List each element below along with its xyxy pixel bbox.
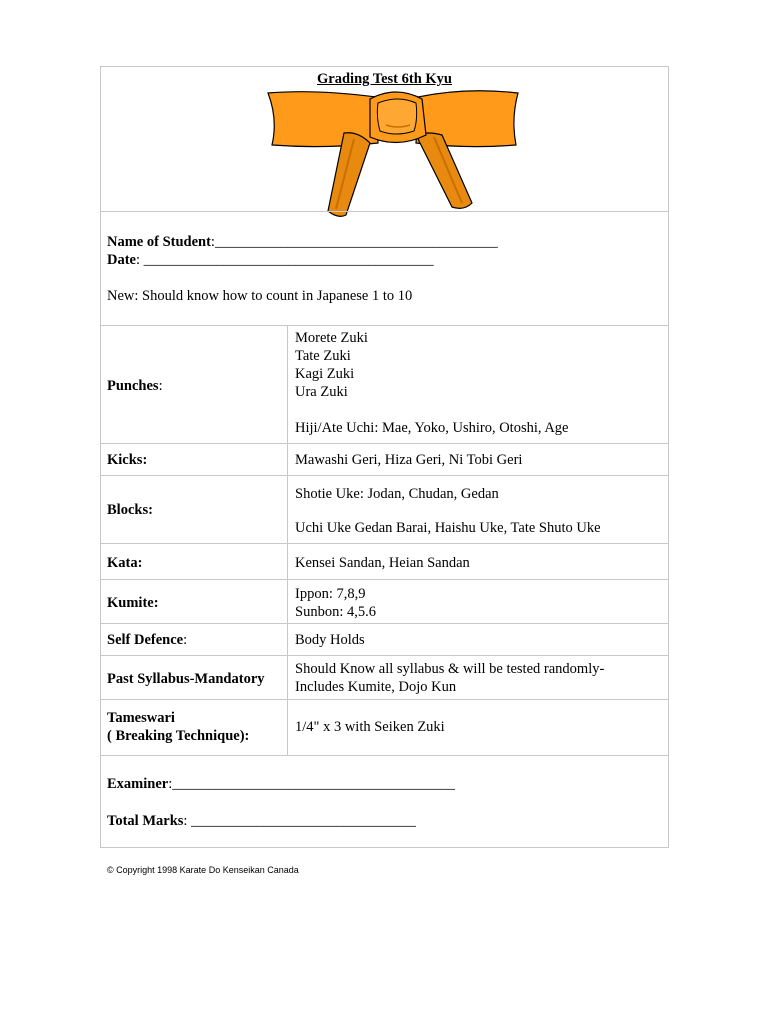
- kumite-label: Kumite:: [107, 595, 159, 611]
- examiner-colon: :: [168, 776, 173, 792]
- student-name-label: Name of Student: [107, 234, 211, 250]
- divider: [101, 475, 668, 476]
- total-marks-colon: :: [183, 813, 192, 829]
- blocks-line-1: Shotie Uke: Jodan, Chudan, Gedan: [295, 486, 499, 502]
- breaking-technique-label: ( Breaking Technique):: [107, 728, 250, 744]
- divider: [101, 211, 668, 212]
- student-name-field[interactable]: _______________________________________: [214, 234, 498, 250]
- examiner-field[interactable]: _______________________________________: [172, 776, 455, 792]
- kicks-value: Mawashi Geri, Hiza Geri, Ni Tobi Geri: [295, 452, 523, 468]
- past-syllabus-label: Past Syllabus-Mandatory: [107, 671, 265, 687]
- grading-form: [100, 66, 669, 848]
- page-title: Grading Test 6th Kyu: [317, 71, 452, 87]
- counting-note: New: Should know how to count in Japanese 1 to 10: [107, 288, 413, 304]
- examiner-line: [107, 775, 455, 793]
- divider: [101, 699, 668, 700]
- self-defence-value: Body Holds: [295, 632, 365, 648]
- past-syllabus-line-2: Includes Kumite, Dojo Kun: [295, 679, 457, 695]
- total-marks-label: Total Marks: [107, 813, 184, 829]
- blocks-line-2: Uchi Uke Gedan Barai, Haishu Uke, Tate Shuto Uke: [295, 520, 601, 536]
- punches-colon: :: [158, 378, 163, 394]
- total-marks-line: [107, 812, 416, 830]
- column-divider: [287, 325, 288, 755]
- self-defence-colon: :: [183, 632, 188, 648]
- divider: [101, 579, 668, 580]
- self-defence-label: Self Defence: [107, 632, 184, 648]
- date-colon: :: [136, 252, 144, 268]
- kata-value: Kensei Sandan, Heian Sandan: [295, 555, 470, 571]
- blocks-label: Blocks:: [107, 502, 153, 518]
- kata-label: Kata:: [107, 555, 143, 571]
- kumite-line-1: Ippon: 7,8,9: [295, 586, 366, 602]
- kicks-label: Kicks:: [107, 452, 148, 468]
- kumite-line-2: Sunbon: 4,5.6: [295, 604, 376, 620]
- divider: [101, 443, 668, 444]
- student-name-line: [107, 233, 498, 251]
- divider: [101, 755, 668, 756]
- self-defence-label-line: [107, 631, 187, 649]
- punch-item: Tate Zuki: [295, 348, 351, 364]
- punch-item: Ura Zuki: [295, 384, 348, 400]
- student-name-colon: :: [210, 234, 215, 250]
- total-marks-field[interactable]: _______________________________: [191, 813, 416, 829]
- punch-item: Kagi Zuki: [295, 366, 355, 382]
- divider: [101, 655, 668, 656]
- tameswari-value: 1/4" x 3 with Seiken Zuki: [295, 719, 445, 735]
- date-label: Date: [107, 252, 136, 268]
- date-line: [107, 251, 434, 269]
- examiner-label: Examiner: [107, 776, 169, 792]
- past-syllabus-line-1: Should Know all syllabus & will be tested randomly-: [295, 661, 605, 677]
- date-field[interactable]: ________________________________________: [143, 252, 434, 268]
- punches-label-line: [107, 377, 163, 395]
- punch-item: Morete Zuki: [295, 330, 368, 346]
- punches-label: Punches: [107, 378, 159, 394]
- hiji-uchi-text: Hiji/Ate Uchi: Mae, Yoko, Ushiro, Otoshi, Age: [295, 420, 569, 436]
- divider: [101, 543, 668, 544]
- divider: [101, 325, 668, 326]
- divider: [101, 623, 668, 624]
- tameswari-label: Tameswari: [107, 710, 175, 726]
- copyright-notice: © Copyright 1998 Karate Do Kenseikan Canada: [107, 865, 299, 875]
